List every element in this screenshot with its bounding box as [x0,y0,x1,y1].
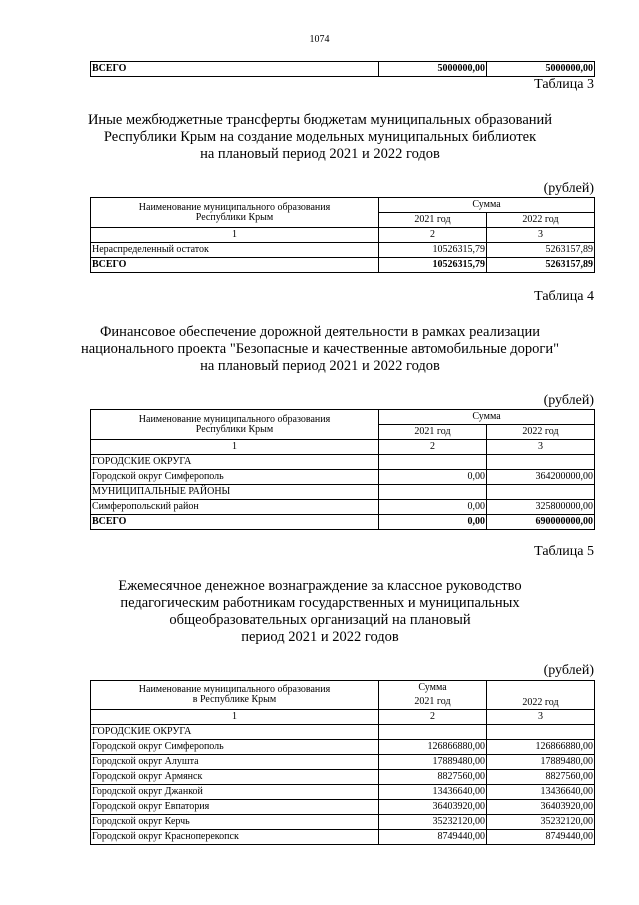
header-sum: Сумма [379,198,595,213]
table3-title [60,112,580,163]
row-2021: 8749440,00 [379,830,487,845]
header-name-line1: Наименование муниципального образования [138,684,331,695]
section-label: МУНИЦИПАЛЬНЫЕ РАЙОНЫ [91,485,379,500]
total-2021: 10526315,79 [379,258,487,273]
header-2022: 2022 год [487,213,595,228]
table-row [91,740,595,755]
row-2022: 325800000,00 [487,500,595,515]
row-2021: 17889480,00 [379,755,487,770]
table-total-row [91,515,595,530]
total-label: ВСЕГО [91,515,379,530]
table-row [91,470,595,485]
col-number-3: 3 [487,710,595,725]
col-number-2: 2 [379,710,487,725]
header-name [91,681,379,710]
row-2021: 126866880,00 [379,740,487,755]
header-2022-cell [487,681,595,710]
col-number-2: 2 [379,440,487,455]
row-2021: 8827560,00 [379,770,487,785]
row-name: Нераспределенный остаток [91,243,379,258]
table4-caption: Таблица 4 [534,289,594,304]
row-2022: 17889480,00 [487,755,595,770]
previous-table-total [90,61,595,77]
table4 [90,409,595,530]
total-label: ВСЕГО [91,62,379,77]
header-2021: 2021 год [379,695,487,710]
header-name [91,410,379,440]
section-label: ГОРОДСКИЕ ОКРУГА [91,455,379,470]
table4-title [60,324,580,375]
table3-title-line: Иные межбюджетные трансферты бюджетам муниципальных образований [87,112,553,128]
row-2021: 35232120,00 [379,815,487,830]
header-sum: Сумма [379,681,487,696]
table4-title-line: Финансовое обеспечение дорожной деятельности в рамках реализации [99,324,541,340]
table5-title [60,578,580,646]
header-2022: 2022 год [487,425,595,440]
row-name: Городской округ Симферополь [91,740,379,755]
table4-unit: (рублей) [543,393,594,408]
col-number-1: 1 [91,710,379,725]
header-name-line2: Республики Крым [195,423,274,435]
header-sum: Сумма [379,410,595,425]
header-2021: 2021 год [379,425,487,440]
table3-title-line: на плановый период 2021 и 2022 годов [200,146,440,162]
table-row [91,800,595,815]
row-name: Городской округ Армянск [91,770,379,785]
header-name-line2: в Республике Крым [192,694,277,705]
row-2022: 364200000,00 [487,470,595,485]
row-name: Городской округ Джанкой [91,785,379,800]
table5 [90,680,595,845]
table-row [91,243,595,258]
total-2022: 690000000,00 [487,515,595,530]
row-2022: 8827560,00 [487,770,595,785]
row-name: Городской округ Красноперекопск [91,830,379,845]
table3 [90,197,595,273]
table-row [91,815,595,830]
table-total-row [91,258,595,273]
table5-title-line: общеобразовательных организаций на плановый [169,612,471,628]
row-2021: 13436640,00 [379,785,487,800]
section-label: ГОРОДСКИЕ ОКРУГА [91,725,379,740]
row-2022: 35232120,00 [487,815,595,830]
row-2022: 13436640,00 [487,785,595,800]
total-2021: 5000000,00 [379,62,487,77]
row-2022: 36403920,00 [487,800,595,815]
row-2021: 10526315,79 [379,243,487,258]
table-row [91,785,595,800]
total-2022: 5000000,00 [487,62,595,77]
table5-unit: (рублей) [543,663,594,678]
row-2022: 126866880,00 [487,740,595,755]
section-row [91,485,595,500]
row-name: Городской округ Алушта [91,755,379,770]
table3-title-line: Республики Крым на создание модельных муниципальных библиотек [103,129,537,145]
row-2022: 5263157,89 [487,243,595,258]
row-name: Городской округ Евпатория [91,800,379,815]
table4-title-line: на плановый период 2021 и 2022 годов [200,358,440,374]
page-number: 1074 [309,34,330,45]
header-name [91,198,379,228]
row-2021: 0,00 [379,500,487,515]
col-number-3: 3 [487,440,595,455]
col-number-3: 3 [487,228,595,243]
total-2021: 0,00 [379,515,487,530]
col-number-2: 2 [379,228,487,243]
row-2021: 0,00 [379,470,487,485]
table-row [91,770,595,785]
section-row [91,455,595,470]
row-2022: 8749440,00 [487,830,595,845]
table3-caption: Таблица 3 [534,77,594,92]
table5-title-line: Ежемесячное денежное вознаграждение за классное руководство [118,578,522,594]
header-2022: 2022 год [522,697,559,708]
header-2021: 2021 год [379,213,487,228]
header-name-line1: Наименование муниципального образования [138,413,331,425]
table3-unit: (рублей) [543,181,594,196]
row-name: Симферопольский район [91,500,379,515]
row-name: Городской округ Симферополь [91,470,379,485]
total-label: ВСЕГО [91,258,379,273]
section-row [91,725,595,740]
header-name-line1: Наименование муниципального образования [138,201,331,213]
table-row [91,500,595,515]
row-name: Городской округ Керчь [91,815,379,830]
table5-title-line: период 2021 и 2022 годов [241,629,399,645]
header-name-line2: Республики Крым [195,211,274,223]
table4-title-line: национального проекта "Безопасные и качественные автомобильные дороги" [80,341,560,357]
col-number-1: 1 [91,228,379,243]
col-number-1: 1 [91,440,379,455]
total-2022: 5263157,89 [487,258,595,273]
table-row [91,830,595,845]
table5-caption: Таблица 5 [534,544,594,559]
row-2021: 36403920,00 [379,800,487,815]
table-row [91,755,595,770]
table5-title-line: педагогическим работникам государственных и муниципальных [120,595,520,611]
